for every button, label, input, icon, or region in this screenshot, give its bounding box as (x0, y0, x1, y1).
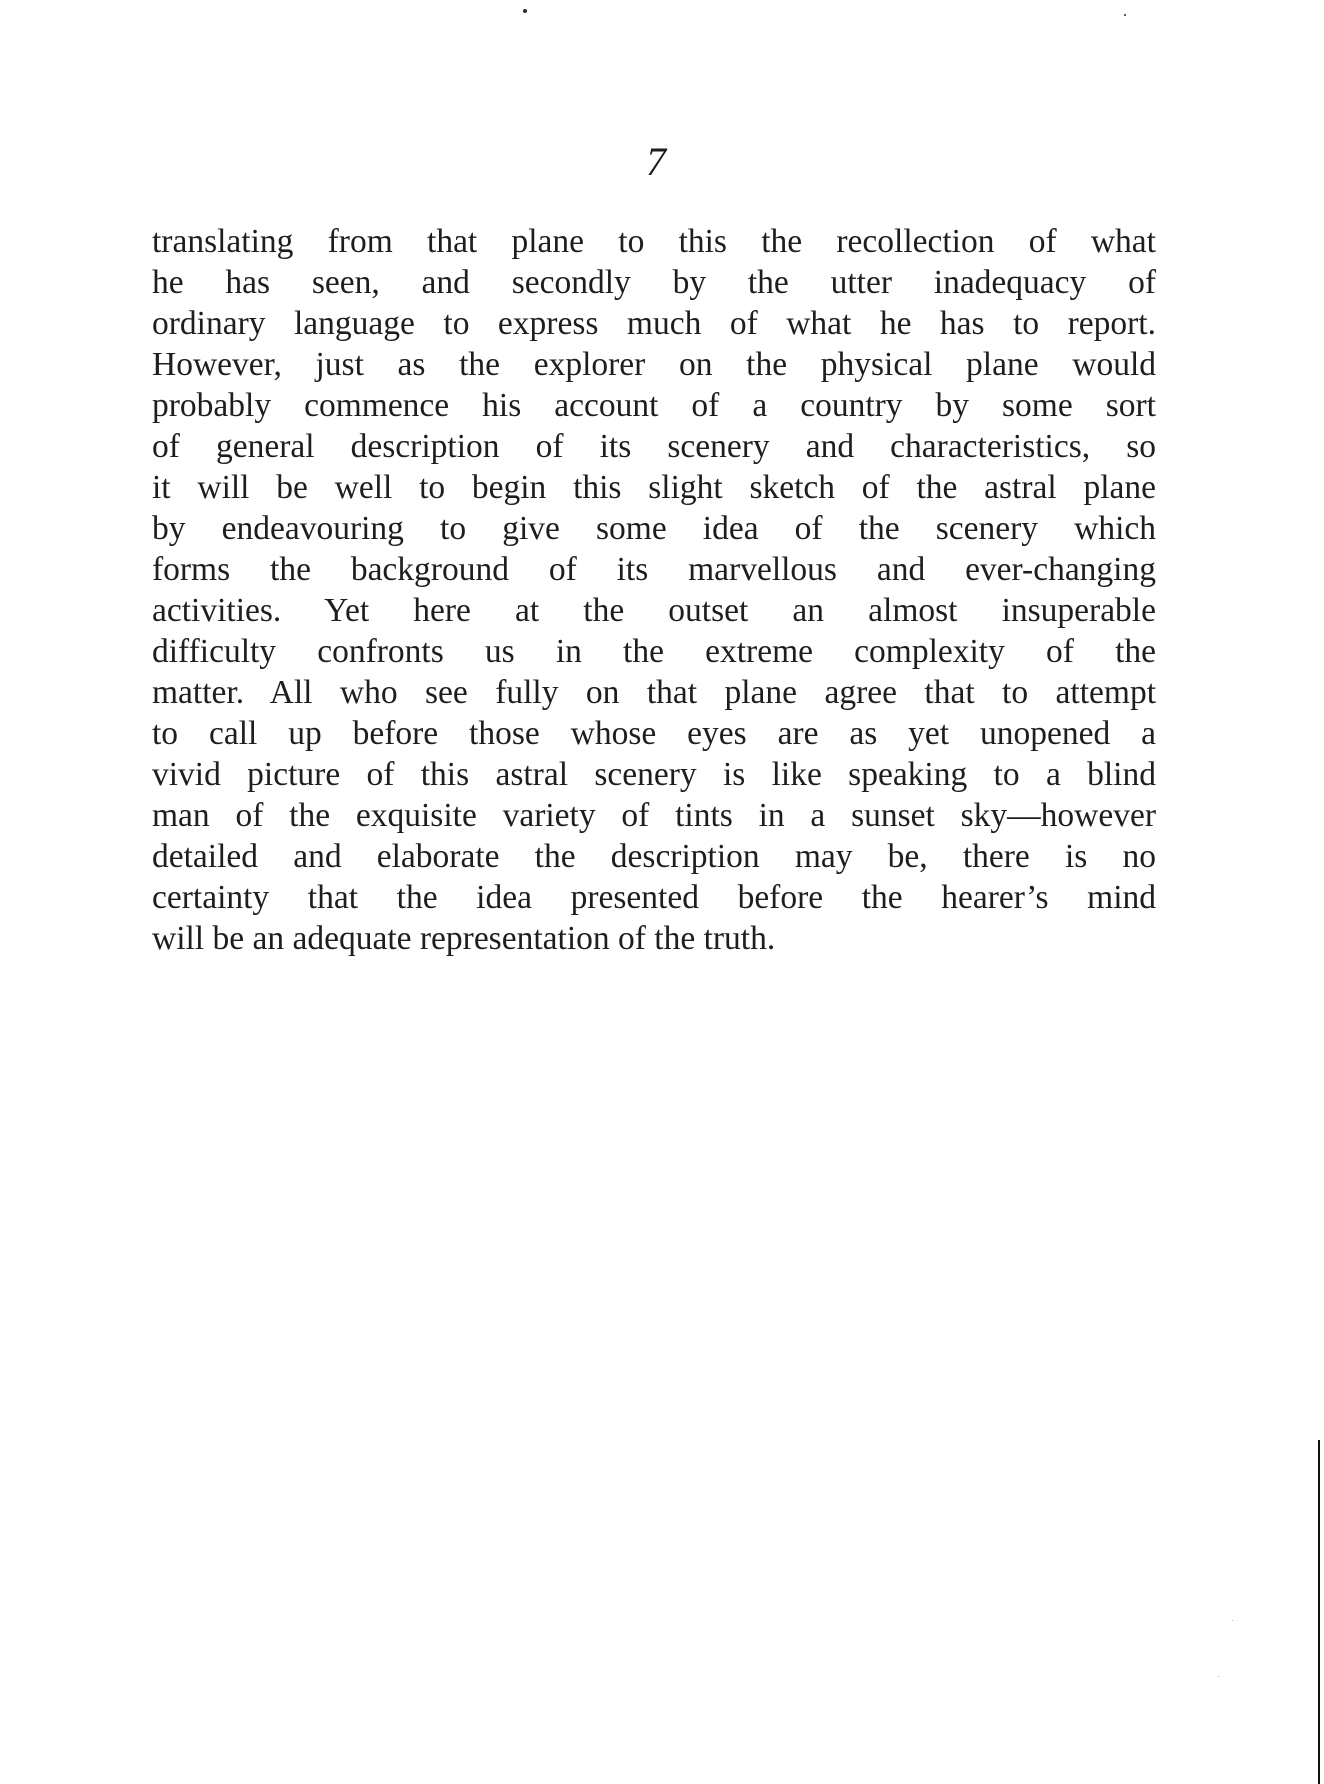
text-line: man of the exquisite variety of tints in a sunset sky—however (152, 797, 1156, 834)
scan-speck (1232, 1620, 1233, 1621)
scan-speck (1124, 14, 1126, 16)
text-line: will be an adequate representation of the truth. (152, 920, 776, 957)
text-line: detailed and elaborate the description may be, there is no (152, 838, 1156, 875)
text-line: translating from that plane to this the recollection of what (152, 223, 1156, 260)
text-line: to call up before those whose eyes are as yet unopened a (152, 715, 1156, 752)
text-line: of general description of its scenery and characteristics, so (152, 428, 1156, 465)
text-line: by endeavouring to give some idea of the scenery which (152, 510, 1156, 547)
scan-speck (523, 9, 527, 13)
text-line: However, just as the explorer on the physical plane would (152, 346, 1156, 383)
text-line: difficulty confronts us in the extreme complexity of the (152, 633, 1156, 670)
text-line: forms the background of its marvellous and ever-changing (152, 551, 1156, 588)
text-line: it will be well to begin this slight sketch of the astral plane (152, 469, 1156, 506)
text-line: he has seen, and secondly by the utter inadequacy of (152, 264, 1156, 301)
text-line: certainty that the idea presented before the hearer’s mind (152, 879, 1156, 916)
text-line: ordinary language to express much of what he has to report. (152, 305, 1156, 342)
text-line: vivid picture of this astral scenery is like speaking to a blind (152, 756, 1156, 793)
text-line: matter. All who see fully on that plane agree that to attempt (152, 674, 1156, 711)
scan-edge-line (1318, 1440, 1320, 1784)
page-number: 7 (646, 139, 666, 184)
text-line: probably commence his account of a country by some sort (152, 387, 1156, 424)
body-paragraph (152, 221, 1156, 959)
scan-speck (1218, 1676, 1219, 1677)
text-line: activities. Yet here at the outset an almost insuperable (152, 592, 1156, 629)
